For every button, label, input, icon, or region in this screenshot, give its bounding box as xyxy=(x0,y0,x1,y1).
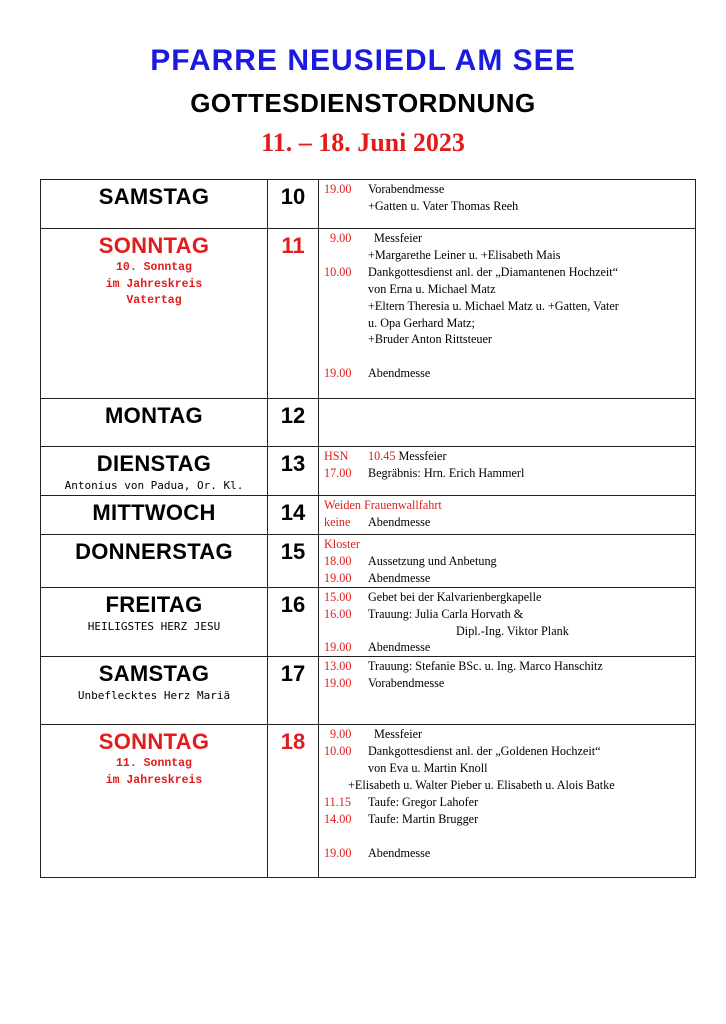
event-time: 19.00 xyxy=(324,570,352,585)
event-time: 19.00 xyxy=(324,366,352,381)
day-name: DIENSTAG xyxy=(96,451,212,476)
event-text: von Eva u. Martin Knoll xyxy=(368,761,488,776)
day-name: FREITAG xyxy=(105,591,203,617)
event-time xyxy=(324,198,368,215)
event-heading: Kloster xyxy=(324,537,360,551)
document-title: GOTTESDIENSTORDNUNG xyxy=(190,88,536,118)
day-name: SONNTAG xyxy=(98,729,210,755)
event-line xyxy=(324,247,692,264)
event-line xyxy=(324,675,692,692)
schedule-row xyxy=(41,725,696,878)
event-line xyxy=(324,658,692,675)
day-name: SAMSTAG xyxy=(98,184,210,209)
event-line xyxy=(324,726,692,743)
event-time: 13.00 xyxy=(324,659,352,674)
event-time: 9.00 xyxy=(330,231,352,245)
day-subtitle: 11. Sonntag xyxy=(116,757,192,771)
event-text: Taufe: Gregor Lahofer xyxy=(368,794,479,809)
events-cell xyxy=(319,535,696,588)
day-cell xyxy=(41,725,268,878)
events-cell xyxy=(319,587,696,657)
event-line xyxy=(324,606,692,623)
event-line xyxy=(324,553,692,570)
event-time: 16.00 xyxy=(324,606,352,621)
day-number: 16 xyxy=(268,587,319,657)
event-time: 15.00 xyxy=(324,589,352,604)
schedule-row xyxy=(41,180,696,229)
event-time: 10.00 xyxy=(324,264,352,279)
event-line xyxy=(324,281,692,298)
event-line xyxy=(324,811,692,828)
event-time: keine xyxy=(324,514,351,529)
event-text: u. Opa Gerhard Matz; xyxy=(368,315,475,330)
event-text: +Eltern Theresia u. Michael Matz u. +Gatten, Vater xyxy=(368,298,619,313)
event-text: von Erna u. Michael Matz xyxy=(368,281,496,296)
event-line xyxy=(324,264,692,281)
day-number: 14 xyxy=(268,496,319,535)
schedule-row xyxy=(41,496,696,535)
event-line xyxy=(324,448,692,465)
event-line xyxy=(324,743,692,760)
events-cell xyxy=(319,399,696,447)
event-text: Abendmesse xyxy=(368,514,431,529)
day-cell xyxy=(41,447,268,496)
event-text: Trauung: Stefanie BSc. u. Ing. Marco Hanschitz xyxy=(368,659,603,674)
day-subtitle: Antonius von Padua, Or. Kl. xyxy=(64,479,244,492)
event-line xyxy=(324,760,692,777)
schedule-table xyxy=(40,179,696,878)
event-line xyxy=(324,315,692,332)
event-line xyxy=(324,514,692,531)
events-cell xyxy=(319,725,696,878)
event-text: 10.45 Messfeier xyxy=(368,449,447,463)
date-range: 11. – 18. Juni 2023 xyxy=(261,128,465,157)
event-text: Abendmesse xyxy=(368,845,431,860)
event-text: Dankgottesdienst anl. der „Goldenen Hochzeit“ xyxy=(368,744,601,759)
events-cell xyxy=(319,657,696,725)
event-time xyxy=(324,760,368,777)
day-number: 17 xyxy=(268,657,319,725)
event-time: 19.00 xyxy=(324,676,352,691)
day-cell xyxy=(41,180,268,229)
event-line xyxy=(324,497,692,514)
event-text: Messfeier xyxy=(374,231,423,245)
event-line xyxy=(324,845,692,862)
event-time xyxy=(324,777,348,794)
day-cell xyxy=(41,399,268,447)
day-subtitle: Unbeflecktes Herz Mariä xyxy=(77,689,231,703)
event-line xyxy=(324,589,692,606)
day-name: MITTWOCH xyxy=(92,500,216,525)
event-line xyxy=(324,298,692,315)
event-heading: Weiden Frauenwallfahrt xyxy=(324,498,442,512)
day-subtitle: Vatertag xyxy=(126,294,182,307)
event-line xyxy=(324,777,692,794)
day-cell xyxy=(41,496,268,535)
day-number: 10 xyxy=(268,180,319,229)
event-text: Dipl.-Ing. Viktor Plank xyxy=(456,623,569,638)
event-line xyxy=(324,536,692,553)
day-subtitle: 10. Sonntag xyxy=(116,261,192,274)
event-text: +Elisabeth u. Walter Pieber u. Elisabeth u. Alois Batke xyxy=(348,778,615,793)
day-name: DONNERSTAG xyxy=(75,539,233,564)
day-number: 12 xyxy=(268,399,319,447)
day-name: MONTAG xyxy=(105,403,203,428)
event-text: Vorabendmesse xyxy=(368,182,445,196)
day-cell xyxy=(41,657,268,725)
schedule-row xyxy=(41,229,696,399)
event-time xyxy=(324,623,368,640)
schedule-row xyxy=(41,447,696,496)
event-text: Gebet bei der Kalvarienbergkapelle xyxy=(368,589,542,604)
day-name: SAMSTAG xyxy=(98,661,210,687)
event-line xyxy=(324,639,692,656)
event-text: Messfeier xyxy=(374,727,423,742)
event-line xyxy=(324,181,692,198)
event-text: +Gatten u. Vater Thomas Reeh xyxy=(368,198,519,213)
events-cell xyxy=(319,447,696,496)
day-cell xyxy=(41,587,268,657)
event-time: 9.00 xyxy=(330,727,352,742)
schedule-row xyxy=(41,399,696,447)
event-text: Abendmesse xyxy=(368,570,431,585)
event-line xyxy=(324,794,692,811)
event-time: 14.00 xyxy=(324,811,352,826)
event-text: +Margarethe Leiner u. +Elisabeth Mais xyxy=(368,247,561,262)
event-time xyxy=(324,298,368,315)
event-time: 18.00 xyxy=(324,553,352,568)
day-cell xyxy=(41,535,268,588)
events-cell xyxy=(319,180,696,229)
day-number: 18 xyxy=(268,725,319,878)
schedule-row xyxy=(41,587,696,657)
event-time xyxy=(324,331,368,348)
event-text: Aussetzung und Anbetung xyxy=(368,553,497,568)
event-text: +Bruder Anton Rittsteuer xyxy=(368,332,492,347)
event-line xyxy=(324,828,692,845)
schedule-row xyxy=(41,657,696,725)
day-number: 13 xyxy=(268,447,319,496)
event-line xyxy=(324,230,692,247)
event-line xyxy=(324,465,692,482)
event-line xyxy=(324,331,692,348)
event-line xyxy=(324,365,692,382)
day-number: 11 xyxy=(268,229,319,399)
event-line xyxy=(324,198,692,215)
event-line xyxy=(324,348,692,365)
event-time: 17.00 xyxy=(324,465,352,480)
event-time: 19.00 xyxy=(324,845,352,860)
day-subtitle: im Jahreskreis xyxy=(105,773,203,787)
day-number: 15 xyxy=(268,535,319,588)
schedule-row xyxy=(41,535,696,588)
event-text: Begräbnis: Hrn. Erich Hammerl xyxy=(368,465,525,480)
event-time: 19.00 xyxy=(324,182,352,196)
event-text: Abendmesse xyxy=(368,640,431,655)
day-name: SONNTAG xyxy=(98,233,210,258)
event-text: Trauung: Julia Carla Horvath & xyxy=(368,606,524,621)
event-text: Vorabendmesse xyxy=(368,676,445,691)
event-time: HSN xyxy=(324,449,349,463)
parish-title: PFARRE NEUSIEDL AM SEE xyxy=(150,44,576,77)
day-cell xyxy=(41,229,268,399)
event-text: Taufe: Martin Brugger xyxy=(368,811,479,826)
event-line xyxy=(324,623,692,640)
event-time: 10.00 xyxy=(324,744,352,759)
event-line xyxy=(324,570,692,587)
event-text: Abendmesse xyxy=(368,366,431,381)
event-time: 11.15 xyxy=(324,794,351,809)
events-cell xyxy=(319,229,696,399)
events-cell xyxy=(319,496,696,535)
event-time xyxy=(324,315,368,332)
event-text: Dankgottesdienst anl. der „Diamantenen Hochzeit“ xyxy=(368,264,619,279)
event-time xyxy=(324,247,368,264)
day-subtitle: HEILIGSTES HERZ JESU xyxy=(87,619,221,633)
day-subtitle: im Jahreskreis xyxy=(105,277,203,291)
event-time xyxy=(324,281,368,298)
event-time: 19.00 xyxy=(324,640,352,655)
